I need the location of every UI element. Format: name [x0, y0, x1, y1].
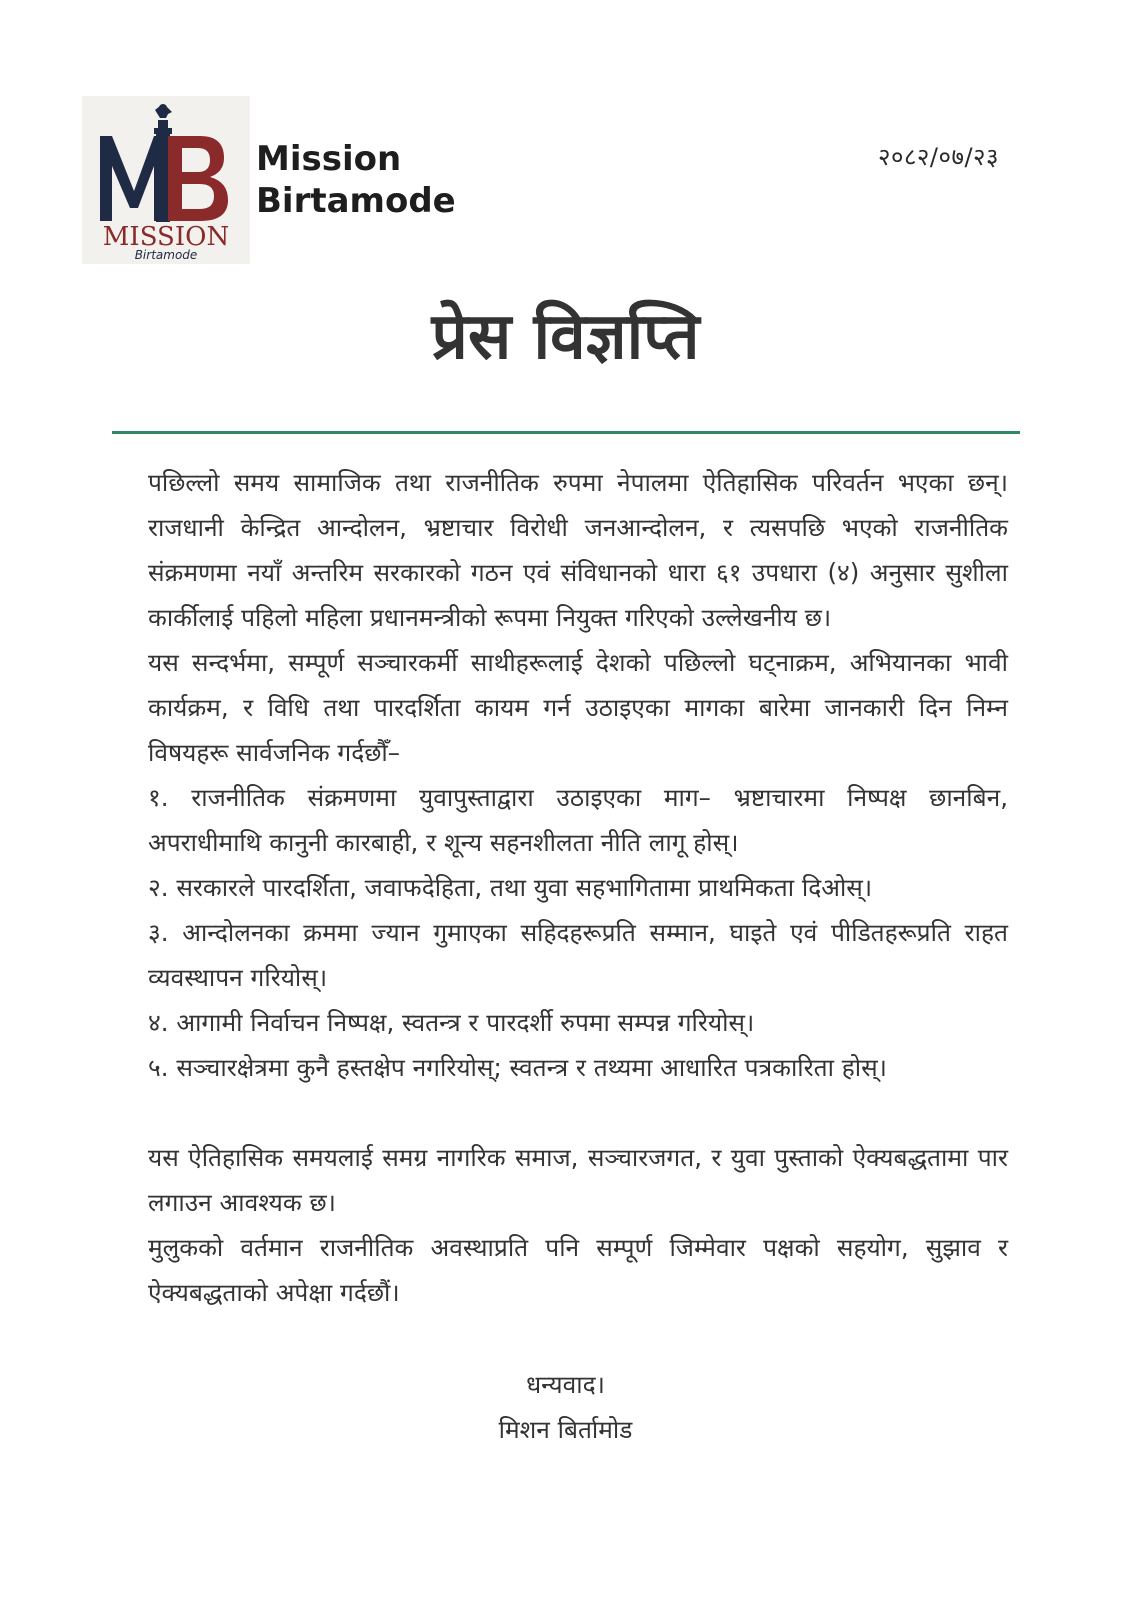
demand-point-4: ४. आगामी निर्वाचन निष्पक्ष, स्वतन्त्र र पारदर्शी रुपमा सम्पन्न गरियोस्। [148, 1008, 755, 1037]
appeal-paragraph: मुलुकको वर्तमान राजनीतिक अवस्थाप्रति पनि सम्पूर्ण जिम्मेवार पक्षको सहयोग, सुझाव र ऐक्यबद्धताको अपेक्षा गर्दछौं। [148, 1233, 1008, 1307]
context-paragraph: यस सन्दर्भमा, सम्पूर्ण सञ्चारकर्मी साथीहरूलाई देशको पछिल्लो घट्नाक्रम, अभियानका भावी कार्यक्रम, र विधि तथा पारदर्शिता कायम गर्न उठाइएका मागका बारेमा जानकारी दिन निम्न विषयहरू सार्वजनिक गर्दछौँ– [148, 648, 1008, 767]
brand-name [256, 138, 456, 222]
svg-text:Birtamode: Birtamode [134, 248, 198, 262]
unity-paragraph: यस ऐतिहासिक समयलाई समग्र नागरिक समाज, सञ्चारजगत, र युवा पुस्ताको ऐक्यबद्धतामा पार लगाउन आवश्यक छ। [148, 1143, 1008, 1217]
demand-point-1: १. राजनीतिक संक्रमणमा युवापुस्ताद्वारा उठाइएका माग– भ्रष्टाचारमा निष्पक्ष छानबिन, अपराधीमाथि कानुनी कारबाही, र शून्य सहनशीलता नीति लागू होस्। [148, 783, 1008, 857]
svg-text:MISSION: MISSION [102, 222, 230, 252]
logo-emblem-icon [82, 96, 250, 264]
mission-birtamode-logo [82, 96, 250, 264]
thanks-line: धन्यवाद। [526, 1370, 605, 1399]
demand-point-5: ५. सञ्चारक्षेत्रमा कुनै हस्तक्षेप नगरियोस्; स्वतन्त्र र तथ्यमा आधारित पत्रकारिता होस्। [148, 1053, 887, 1082]
demand-point-3: ३. आन्दोलनका क्रममा ज्यान गुमाएका सहिदहरूप्रति सम्मान, घाइते एवं पीडितहरूप्रति राहत व्यवस्थापन गरियोस्। [148, 918, 1008, 992]
brand-line-1: Mission [256, 139, 402, 179]
brand-line-2: Birtamode [256, 181, 456, 221]
title-divider [112, 431, 1020, 434]
closing-block [0, 1362, 1131, 1452]
press-release-body [148, 460, 1008, 1315]
paragraph-spacer [148, 1090, 1008, 1135]
page-title: प्रेस विज्ञप्ति [431, 300, 700, 374]
release-date: २०८२/०७/२३ [877, 143, 999, 171]
intro-paragraph: पछिल्लो समय सामाजिक तथा राजनीतिक रुपमा नेपालमा ऐतिहासिक परिवर्तन भएका छन्। राजधानी केन्द्रित आन्दोलन, भ्रष्टाचार विरोधी जनआन्दोलन, र त्यसपछि भएको राजनीतिक संक्रमणमा नयाँ अन्तरिम सरकारको गठन एवं संविधानको धारा ६१ उपधारा (४) अनुसार सुशीला कार्कीलाई पहिलो महिला प्रधानमन्त्रीको रूपमा नियुक्त गरिएको उल्लेखनीय छ। [148, 468, 1008, 632]
signature: मिशन बिर्तामोड [498, 1415, 633, 1444]
demand-point-2: २. सरकारले पारदर्शिता, जवाफदेहिता, तथा युवा सहभागितामा प्राथमिकता दिओस्। [148, 873, 873, 902]
